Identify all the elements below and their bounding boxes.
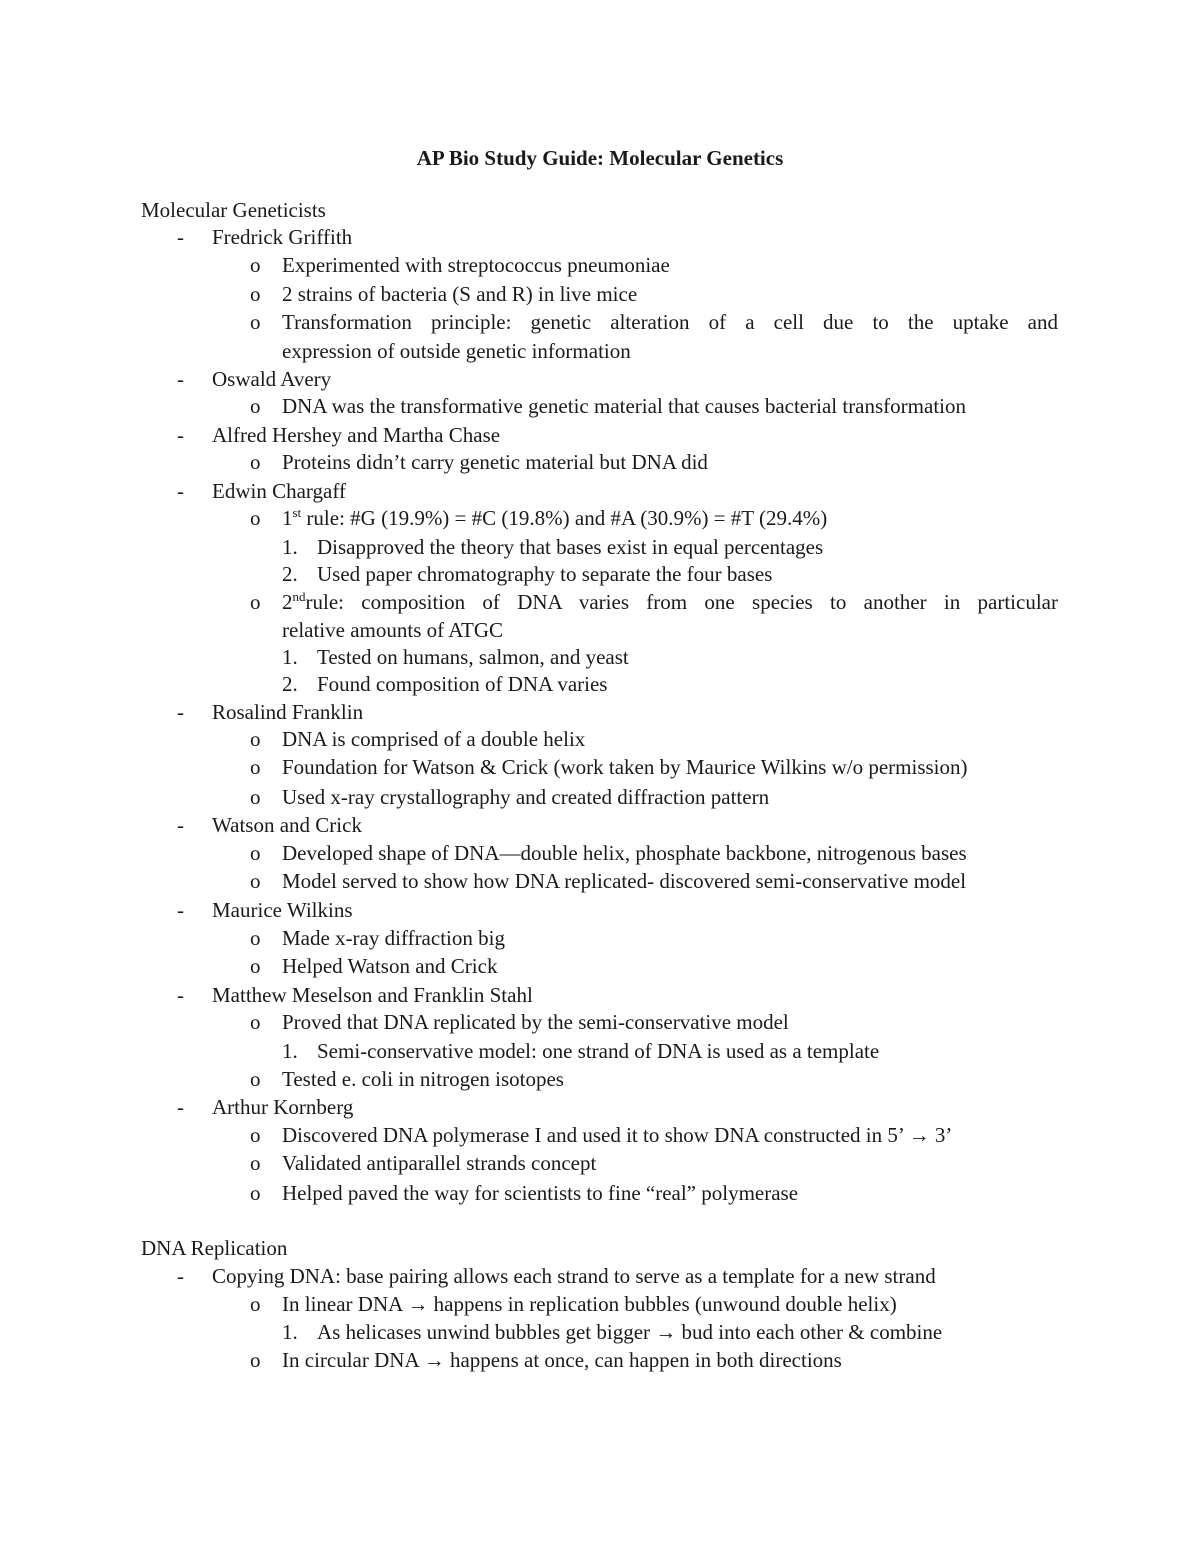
bullet-marker: o xyxy=(250,755,261,779)
numbered-item: 2. Used paper chromatography to separate the four bases xyxy=(282,562,773,586)
list-item: o Made x-ray diffraction big xyxy=(250,926,505,950)
list-item: o Proved that DNA replicated by the semi-conservative model xyxy=(250,1010,789,1034)
list-item: o Used x-ray crystallography and created diffraction pattern xyxy=(250,785,770,809)
list-item: - Edwin Chargaff xyxy=(177,479,346,503)
bullet-marker: o xyxy=(250,590,261,614)
bullet-marker: o xyxy=(250,1151,261,1175)
list-item: o Developed shape of DNA—double helix, phosphate backbone, nitrogenous bases xyxy=(250,841,967,865)
dash-marker: - xyxy=(177,1095,184,1119)
dash-marker: - xyxy=(177,225,184,249)
bullet-marker: o xyxy=(250,282,261,306)
list-item-continuation: relative amounts of ATGC xyxy=(282,618,504,642)
list-item: o Validated antiparallel strands concept xyxy=(250,1151,597,1175)
dash-marker: - xyxy=(177,1264,184,1288)
list-item: - Arthur Kornberg xyxy=(177,1095,354,1119)
dash-marker: - xyxy=(177,700,184,724)
bullet-marker: o xyxy=(250,727,261,751)
list-item: o Experimented with streptococcus pneumoniae xyxy=(250,253,670,277)
list-item: - Fredrick Griffith xyxy=(177,225,353,249)
bullet-marker: o xyxy=(250,450,261,474)
section-heading: DNA Replication xyxy=(141,1236,288,1260)
dash-marker: - xyxy=(177,898,184,922)
list-item: o In linear DNA → happens in replication bubbles (unwound double helix) xyxy=(250,1292,897,1316)
numbered-item: 1. Disapproved the theory that bases exist in equal percentages xyxy=(282,535,824,559)
list-item: o 1st rule: #G (19.9%) = #C (19.8%) and #A (30.9%) = #T (29.4%) xyxy=(250,505,828,530)
dash-marker: - xyxy=(177,983,184,1007)
list-item: - Oswald Avery xyxy=(177,367,332,391)
list-item: o Helped Watson and Crick xyxy=(250,954,498,978)
bullet-marker: o xyxy=(250,954,261,978)
list-item: - Matthew Meselson and Franklin Stahl xyxy=(177,983,533,1007)
bullet-marker: o xyxy=(250,1010,261,1034)
list-item: o Tested e. coli in nitrogen isotopes xyxy=(250,1067,564,1091)
list-item: o Helped paved the way for scientists to fine “real” polymerase xyxy=(250,1181,799,1205)
dash-marker: - xyxy=(177,479,184,503)
list-item: o DNA was the transformative genetic material that causes bacterial transformation xyxy=(250,394,966,418)
bullet-marker: o xyxy=(250,1067,261,1091)
ordinal-suffix: st xyxy=(292,505,302,520)
list-item: o Proteins didn’t carry genetic material but DNA did xyxy=(250,450,708,474)
bullet-marker: o xyxy=(250,926,261,950)
dash-marker: - xyxy=(177,813,184,837)
section-heading: Molecular Geneticists xyxy=(141,198,326,222)
bullet-marker: o xyxy=(250,1348,261,1372)
bullet-marker: o xyxy=(250,1181,261,1205)
list-item: - Alfred Hershey and Martha Chase xyxy=(177,423,501,447)
bullet-marker: o xyxy=(250,506,261,530)
bullet-marker: o xyxy=(250,253,261,277)
ordinal-suffix: nd xyxy=(292,589,306,604)
list-item: o Discovered DNA polymerase I and used it to show DNA constructed in 5’ → 3’ xyxy=(250,1123,953,1147)
list-item: o 2 strains of bacteria (S and R) in live mice xyxy=(250,282,638,306)
bullet-marker: o xyxy=(250,869,261,893)
list-item: - Watson and Crick xyxy=(177,813,362,837)
bullet-marker: o xyxy=(250,394,261,418)
list-item-continuation: expression of outside genetic information xyxy=(282,339,631,363)
bullet-marker: o xyxy=(250,310,261,334)
numbered-item: 1. As helicases unwind bubbles get bigger → bud into each other & combine xyxy=(282,1320,943,1344)
bullet-marker: o xyxy=(250,785,261,809)
list-item: o DNA is comprised of a double helix xyxy=(250,727,586,751)
list-item: - Copying DNA: base pairing allows each strand to serve as a template for a new strand xyxy=(177,1264,936,1288)
numbered-item: 1. Semi-conservative model: one strand of DNA is used as a template xyxy=(282,1039,880,1063)
list-item: - Maurice Wilkins xyxy=(177,898,353,922)
dash-marker: - xyxy=(177,367,184,391)
list-item: o In circular DNA → happens at once, can happen in both directions xyxy=(250,1348,842,1372)
bullet-marker: o xyxy=(250,1292,261,1316)
list-item: o Foundation for Watson & Crick (work taken by Maurice Wilkins w/o permission) xyxy=(250,755,968,779)
bullet-marker: o xyxy=(250,841,261,865)
dash-marker: - xyxy=(177,423,184,447)
list-item: - Rosalind Franklin xyxy=(177,700,364,724)
bullet-marker: o xyxy=(250,1123,261,1147)
list-item: o Model served to show how DNA replicated- discovered semi-conservative model xyxy=(250,869,967,893)
document-title: AP Bio Study Guide: Molecular Genetics xyxy=(416,146,784,170)
list-item: o Transformation principle: genetic alteration of a cell due to the uptake and xyxy=(250,310,1058,334)
list-item: o 2nd rule: composition of DNA varies from one species to another in particular xyxy=(250,589,1058,614)
numbered-item: 2. Found composition of DNA varies xyxy=(282,672,608,696)
numbered-item: 1. Tested on humans, salmon, and yeast xyxy=(282,645,629,669)
